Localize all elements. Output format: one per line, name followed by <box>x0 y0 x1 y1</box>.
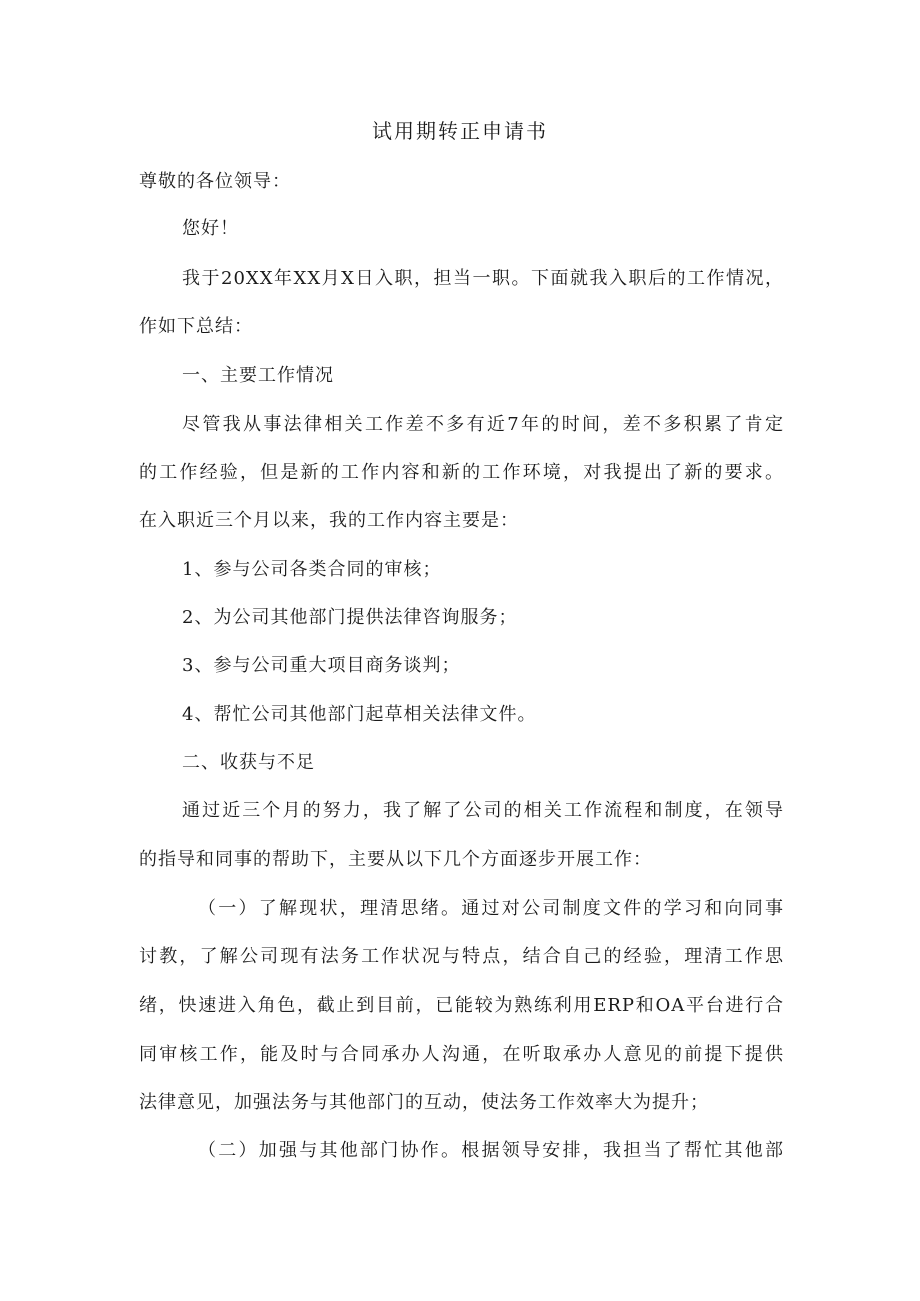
paragraph-line: 通过近三个月的努力，我了解了公司的相关工作流程和制度，在领导 <box>182 800 784 821</box>
paragraph-line: 讨教，了解公司现有法务工作状况与特点，结合自己的经验，理清工作思 <box>139 946 784 967</box>
list-item: 1、参与公司各类合同的审核； <box>182 559 442 580</box>
paragraph-line: 同审核工作，能及时与合同承办人沟通，在听取承办人意见的前提下提供 <box>139 1044 784 1065</box>
intro-line: 作如下总结： <box>139 316 253 337</box>
list-item: 3、参与公司重大项目商务谈判； <box>182 655 461 676</box>
greeting: 尊敬的各位领导： <box>139 171 291 192</box>
list-item: 4、帮忙公司其他部门起草相关法律文件。 <box>182 704 537 725</box>
intro-line: 我于20XX年XX月X日入职，担当一职。下面就我入职后的工作情况， <box>182 268 784 289</box>
paragraph-line: 在入职近三个月以来，我的工作内容主要是： <box>139 510 519 531</box>
section-heading: 一、主要工作情况 <box>182 365 334 386</box>
document-title: 试用期转正申请书 <box>372 119 548 143</box>
paragraph-line: 的工作经验，但是新的工作内容和新的工作环境，对我提出了新的要求。 <box>139 462 784 483</box>
section-heading: 二、收获与不足 <box>182 752 315 773</box>
paragraph-line: 法律意见，加强法务与其他部门的互动，使法务工作效率大为提升； <box>139 1092 709 1113</box>
paragraph-line: （二）加强与其他部门协作。根据领导安排，我担当了帮忙其他部 <box>198 1140 784 1161</box>
paragraph-line: 的指导和同事的帮助下，主要从以下几个方面逐步开展工作： <box>139 849 652 870</box>
list-item: 2、为公司其他部门提供法律咨询服务； <box>182 607 518 628</box>
paragraph-line: 尽管我从事法律相关工作差不多有近7年的时间，差不多积累了肯定 <box>182 414 784 435</box>
paragraph-line: （一）了解现状，理清思绪。通过对公司制度文件的学习和向同事 <box>198 898 784 919</box>
salutation: 您好！ <box>182 218 239 239</box>
paragraph-line: 绪，快速进入角色，截止到目前，已能较为熟练利用ERP和OA平台进行合 <box>139 995 784 1016</box>
